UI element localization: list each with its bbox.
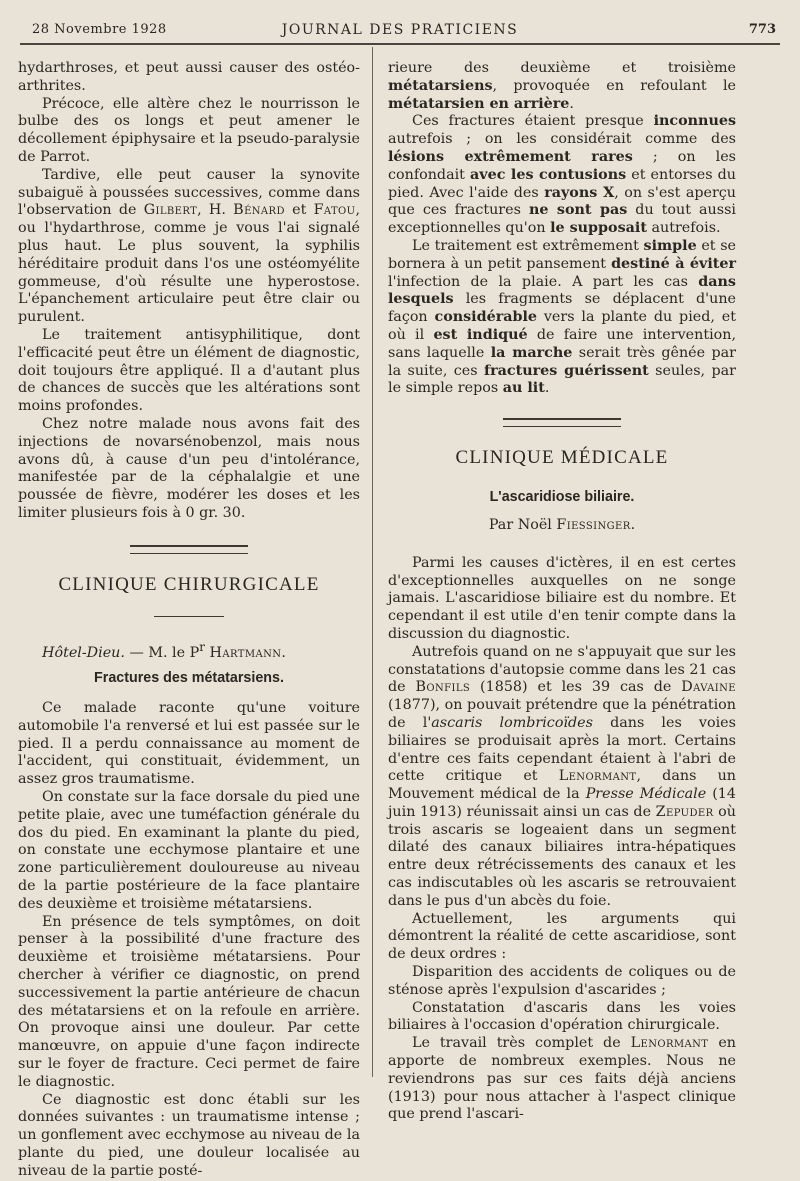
section-separator <box>503 418 621 427</box>
paragraph: Disparition des accidents de coliques ou de sténose après l'expulsion d'ascarides ; <box>388 964 736 998</box>
column-divider <box>372 47 373 1077</box>
author-name: Fatou <box>313 202 356 219</box>
paragraph: hydarthroses, et peut aussi causer des ostéo-arthrites. <box>18 60 360 94</box>
issue-date: 28 Novembre 1928 <box>32 22 167 37</box>
left-column <box>18 60 360 1181</box>
page-number: 773 <box>748 22 776 37</box>
paragraph: On constate sur la face dorsale du pied une petite plaie, avec une tuméfaction générale du dos du pied. En examinant la plante du pied, on constate une ecchymose plantaire et une zone particulièrement douloureuse au niveau de la partie postérieure de la face plantaire des deuxième et troisième métatarsiens. <box>18 789 360 912</box>
paragraph: Autrefois quand on ne s'appuyait que sur les constatations d'autopsie comme dans les 21 cas de Bonfils (1858) et les 39 cas de Davaine (1877), on pouvait prétendre que la pénétration de l'ascaris lombricoïdes dans les voies biliaires se produisait après la mort. Certains d'entre ces faits cependant étaient à l'abri de cette critique et Lenormant, dans un Mouvement médical de la Presse Médicale (14 juin 1913) réunissait ainsi un cas de Zepuder où trois ascaris se logeaient dans un segment dilaté des canaux biliaires intra-hépatiques entre deux rétrécissements des canaux et les cas indiscutables où les ascaris se retrouvaient dans le pus d'un abcès du foie. <box>388 643 736 909</box>
header-rule <box>20 43 780 45</box>
paragraph: Chez notre malade nous avons fait des injections de novarsénobenzol, mais nous avons dû, à cause d'un peu d'intolérance, manifestée par de la céphalalgie et une poussée de fièvre, modérer les doses et les limiter plusieurs fois à 0 gr. 30. <box>18 415 360 521</box>
section-separator <box>130 545 248 554</box>
article-title: Fractures des métatarsiens. <box>94 670 284 687</box>
title-rule <box>154 616 224 617</box>
section-title: CLINIQUE MÉDICALE <box>455 447 669 469</box>
page-header <box>24 20 776 42</box>
paragraph: rieure des deuxième et troisième métatarsiens, provoquée en refoulant le métatarsien en arrière. <box>388 60 736 112</box>
paragraph: Constatation d'ascaris dans les voies biliaires à l'occasion d'opération chirurgicale. <box>388 999 736 1034</box>
paragraph: Précoce, elle altère chez le nourrisson le bulbe des os longs et peut amener le décollement épiphysaire et la pseudo-paralysie de Parrot. <box>18 95 360 165</box>
paragraph: Tardive, elle peut causer la synovite subaiguë à poussées successives, comme dans l'observation de Gilbert, H. Bénard et Fatou, ou l'hydarthrose, comme je vous l'ai signalé plus haut. Le plus souvent, la syphilis héréditaire produit dans l'os une ostéomyélite gommeuse, d'où résulte une hyperostose. L'épanchement articulaire peut être clair ou purulent. <box>18 166 360 326</box>
author-name: Bénard <box>233 202 285 219</box>
paragraph: Le traitement antisyphilitique, dont l'efficacité peut être un élément de diagnostic, doit toujours être appliqué. Il a d'autant plus de chances de succès que les altérations sont moins profondes. <box>18 326 360 415</box>
article-byline: Hôtel-Dieu. — M. le $P^r$ Hartmann. <box>42 639 286 661</box>
author-name: Gilbert <box>143 202 198 219</box>
article-title: L'ascaridiose biliaire. <box>489 489 635 506</box>
paragraph: Parmi les causes d'ictères, il en est certes d'exceptionnelles auxquelles on ne songe jamais. L'ascaridiose biliaire est du nombre. Et cependant il est utile d'en tenir compte dans la discussion du diagnostic. <box>388 554 736 642</box>
paragraph: Le traitement est extrêmement simple et se bornera à un petit pansement destiné à éviter l'infection de la plaie. A part les cas dans lesquels les fragments se déplacent d'une façon considérable vers la plante du pied, et où il est indiqué de faire une intervention, sans laquelle la marche serait très gênée par la suite, ces fractures guérissent seules, par le simple repos au lit. <box>388 237 737 397</box>
journal-title: JOURNAL DES PRATICIENS <box>281 22 519 38</box>
section-title: CLINIQUE CHIRURGICALE <box>58 573 320 595</box>
paragraph: Ce malade raconte qu'une voiture automobile l'a renversé et lui est passée sur le pied. Il a perdu connaissance au moment de l'accident, qui constituait, évidemment, un assez gros traumatisme. <box>18 700 360 788</box>
paragraph: Actuellement, les arguments qui démontrent la réalité de cette ascaridiose, sont de deux ordres : <box>388 910 736 963</box>
paragraph: Ces fractures étaient presque inconnues autrefois ; on les considérait comme des lésions extrêmement rares ; on les confondait avec les contusions et entorses du pied. Avec l'aide des rayons X, on s'est aperçu que ces fractures ne sont pas du tout aussi exceptionnelles qu'on le supposait autrefois. <box>388 113 737 237</box>
article-author: Par Noël Fiessinger. <box>488 516 636 533</box>
paragraph: En présence de tels symptômes, on doit penser à la possibilité d'une fracture des deuxième et troisième métatarsiens. Pour chercher à vérifier ce diagnostic, on prend successivement la partie antérieure de chacun des métatarsiens et on la refoule en arrière. On provoque ainsi une douleur. Par cette manœuvre, on appuie d'une façon indirecte sur le foyer de fracture. Ceci permet de faire le diagnostic. <box>18 913 360 1090</box>
right-column <box>388 60 736 1124</box>
paragraph: Le travail très complet de Lenormant en apporte de nombreux exemples. Nous ne reviendrons pas sur ces faits déjà anciens (1913) pour nous attacher à l'aspect clinique que prend l'ascari- <box>388 1035 737 1123</box>
paragraph: Ce diagnostic est donc établi sur les données suivantes : un traumatisme intense ; un gonflement avec ecchymose au niveau de la plante du pied, une douleur localisée au niveau de la partie posté- <box>18 1091 360 1179</box>
